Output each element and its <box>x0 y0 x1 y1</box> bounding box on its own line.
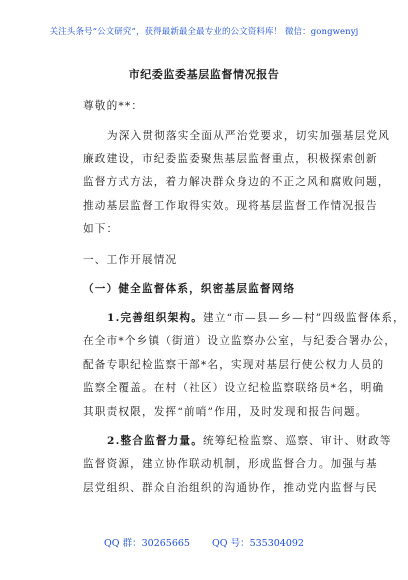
item-line <box>107 310 405 325</box>
intro-line: 如下： <box>83 223 119 235</box>
intro-line: 为深入贯彻落实全面从严治党要求，切实加强基层党风 <box>107 130 391 142</box>
intro-line: 监督方式方法，着力解决群众身边的不正之风和腐败问题， <box>83 176 390 188</box>
item-text: 建立“市—县—乡—村”四级监督体系， <box>203 312 405 324</box>
item-line: 配备专职纪检监察干部*名，实现对基层行使公权力人员的 <box>83 359 385 371</box>
item-text: 统筹纪检监察、巡察、审计、财政等 <box>203 435 392 447</box>
item-line: 其职责权限，发挥“前哨”作用，及时发现和报告问题。 <box>83 406 368 418</box>
intro-line: 推动基层监督工作取得实效。现将基层监督工作情况报告 <box>83 200 378 212</box>
subsection-heading: （一）健全监督体系，织密基层监督网络 <box>83 283 296 295</box>
item-line <box>107 433 392 448</box>
footer-contacts <box>0 535 408 549</box>
item-line: 监察全覆盖。在村（社区）设立纪检监察联络员*名，明确 <box>83 382 385 394</box>
salutation: 尊敬的**： <box>83 100 144 112</box>
item-line: 监督资源，建立协作联动机制，形成监督合力。加强与基 <box>83 458 378 470</box>
qq-group-number: QQ 群：30265665 <box>104 538 190 549</box>
section-heading: 一、工作开展情况 <box>83 254 178 266</box>
item-line: 在全市*个乡镇（街道）设立监察办公室，与纪委合署办公， <box>83 335 397 347</box>
page-title: 市纪委监委基层监督情况报告 <box>128 68 280 81</box>
item-lead: 2.整合监督力量。 <box>107 435 204 447</box>
qq-account-number: QQ 号：535304092 <box>211 538 304 549</box>
header-banner: 关注头条号“公文研究”，获得最新最全最专业的公文资料库！ 微信：gongwenyj <box>49 27 359 37</box>
intro-line: 廉政建设，市纪委监委聚焦基层监督重点，积极探索创新 <box>83 153 378 165</box>
item-lead: 1.完善组织架构。 <box>107 312 204 324</box>
item-line: 层党组织、群众自治组织的沟通协作，推动党内监督与民 <box>83 482 378 494</box>
